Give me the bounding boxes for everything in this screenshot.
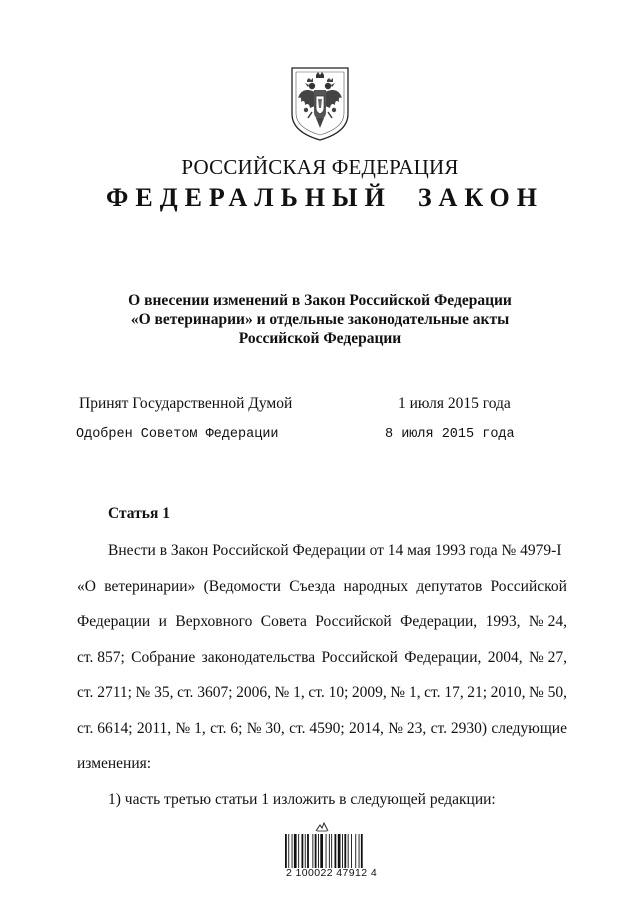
barcode-bar xyxy=(342,834,343,868)
law-title-line: «О ветеринарии» и отдельные законодательные акты xyxy=(130,311,510,328)
word: народных xyxy=(343,577,409,595)
barcode-bar xyxy=(351,834,352,868)
word: № 50, xyxy=(528,684,567,701)
barcode-bar xyxy=(298,834,299,868)
barcode-bar xyxy=(294,834,297,868)
word: № 23, xyxy=(388,719,427,737)
word: ст. 4590; xyxy=(289,719,345,737)
word: ст. 17, xyxy=(424,684,464,701)
word: Федерации xyxy=(77,613,151,630)
council-approval-date: 8 июля 2015 года xyxy=(385,427,515,442)
word: ст. 10; xyxy=(308,684,349,701)
paragraph-line xyxy=(77,569,567,605)
law-title-line: О внесении изменений в Закон Российской Федерации xyxy=(128,292,512,309)
word: 21; xyxy=(467,684,488,701)
word: и xyxy=(158,613,167,630)
registration-mark-icon xyxy=(314,822,330,832)
word: ст. 2930) xyxy=(430,719,487,737)
document-type-word1: ФЕДЕРАЛЬНЫЙ xyxy=(106,183,392,212)
paragraph-line xyxy=(77,604,567,640)
barcode-bar xyxy=(361,834,363,868)
word: ст. 857; xyxy=(77,648,125,666)
paragraph-line xyxy=(77,640,567,676)
barcode-bar xyxy=(312,834,313,868)
barcode-bar xyxy=(285,834,287,868)
article-heading: Статья 1 xyxy=(108,505,170,522)
barcode-bar xyxy=(288,834,289,868)
barcode-bar xyxy=(320,834,323,868)
word: ст. 3607; xyxy=(177,684,233,701)
barcode-bar xyxy=(302,834,304,868)
word: Российской xyxy=(321,648,398,666)
barcode-bar xyxy=(335,834,337,868)
word: законодательства xyxy=(201,648,316,666)
barcode-bar xyxy=(344,834,346,868)
duma-adoption-date: 1 июля 2015 года xyxy=(398,395,511,412)
barcode-bar xyxy=(338,834,341,868)
barcode-bar xyxy=(307,834,309,868)
council-approval-label: Одобрен Советом Федерации xyxy=(76,427,279,442)
barcode-bar xyxy=(326,834,327,868)
barcode-bars xyxy=(284,834,388,868)
barcode-bar xyxy=(329,834,330,868)
word: «О xyxy=(77,577,96,595)
word: ст. 6614; xyxy=(77,719,133,737)
word: 2014, xyxy=(349,719,384,737)
word: Съезда xyxy=(289,577,336,595)
paragraph-line: изменения: xyxy=(77,755,152,772)
barcode-bar xyxy=(315,834,317,868)
word: 2004, xyxy=(487,648,523,666)
word: Собрание xyxy=(131,648,196,666)
word: № 1, xyxy=(175,719,206,737)
word: 2009, xyxy=(351,684,387,701)
word: ветеринарии» xyxy=(104,577,196,595)
word: 2006, xyxy=(236,684,271,701)
word: № 1, xyxy=(390,684,421,701)
word: следующие xyxy=(491,719,567,737)
word: ст. 2711; xyxy=(77,684,132,701)
barcode-bar xyxy=(331,834,332,868)
paragraph-line xyxy=(77,711,567,747)
paragraph-line: Внести в Закон Российской Федерации от 14 мая 1993 года № 4979-I xyxy=(108,542,562,559)
paragraph-line xyxy=(77,675,567,711)
word: Верховного xyxy=(175,613,253,630)
word: депутатов xyxy=(416,577,483,595)
word: 2011, xyxy=(136,719,172,737)
document-type-word2: ЗАКОН xyxy=(417,183,544,212)
barcode-bar xyxy=(318,834,319,868)
word: (Ведомости xyxy=(203,577,281,595)
word: ст. 6; xyxy=(210,719,243,737)
country-name: РОССИЙСКАЯ ФЕДЕРАЦИЯ xyxy=(181,155,459,179)
law-title xyxy=(90,291,550,348)
word: № 35, xyxy=(135,684,174,701)
word: Совета xyxy=(260,613,307,630)
document-barcode xyxy=(284,822,388,882)
word: № 27, xyxy=(528,648,567,666)
duma-adoption-label: Принят Государственной Думой xyxy=(79,395,293,412)
barcode-bar xyxy=(355,834,356,868)
word: Российской xyxy=(315,613,392,630)
word: 1993, xyxy=(485,613,521,630)
law-title-line: Российской Федерации xyxy=(238,330,402,347)
word: 2010, xyxy=(490,684,526,701)
coat-of-arms-emblem xyxy=(288,62,352,142)
article-body xyxy=(77,533,567,817)
document-type xyxy=(0,183,640,213)
barcode-bar xyxy=(305,834,306,868)
barcode-number: 2 100022 47912 4 xyxy=(286,867,378,879)
word: № 30, xyxy=(246,719,285,737)
barcode-bar xyxy=(359,834,360,868)
word: Федерации, xyxy=(404,648,482,666)
word: № 24, xyxy=(528,613,567,630)
word: № 1, xyxy=(274,684,305,701)
barcode-bar xyxy=(348,834,349,868)
list-item: 1) часть третью статьи 1 изложить в следующей редакции: xyxy=(108,790,496,808)
barcode-bar xyxy=(292,834,293,868)
word: Федерации, xyxy=(400,613,478,630)
word: Российской xyxy=(490,577,567,595)
